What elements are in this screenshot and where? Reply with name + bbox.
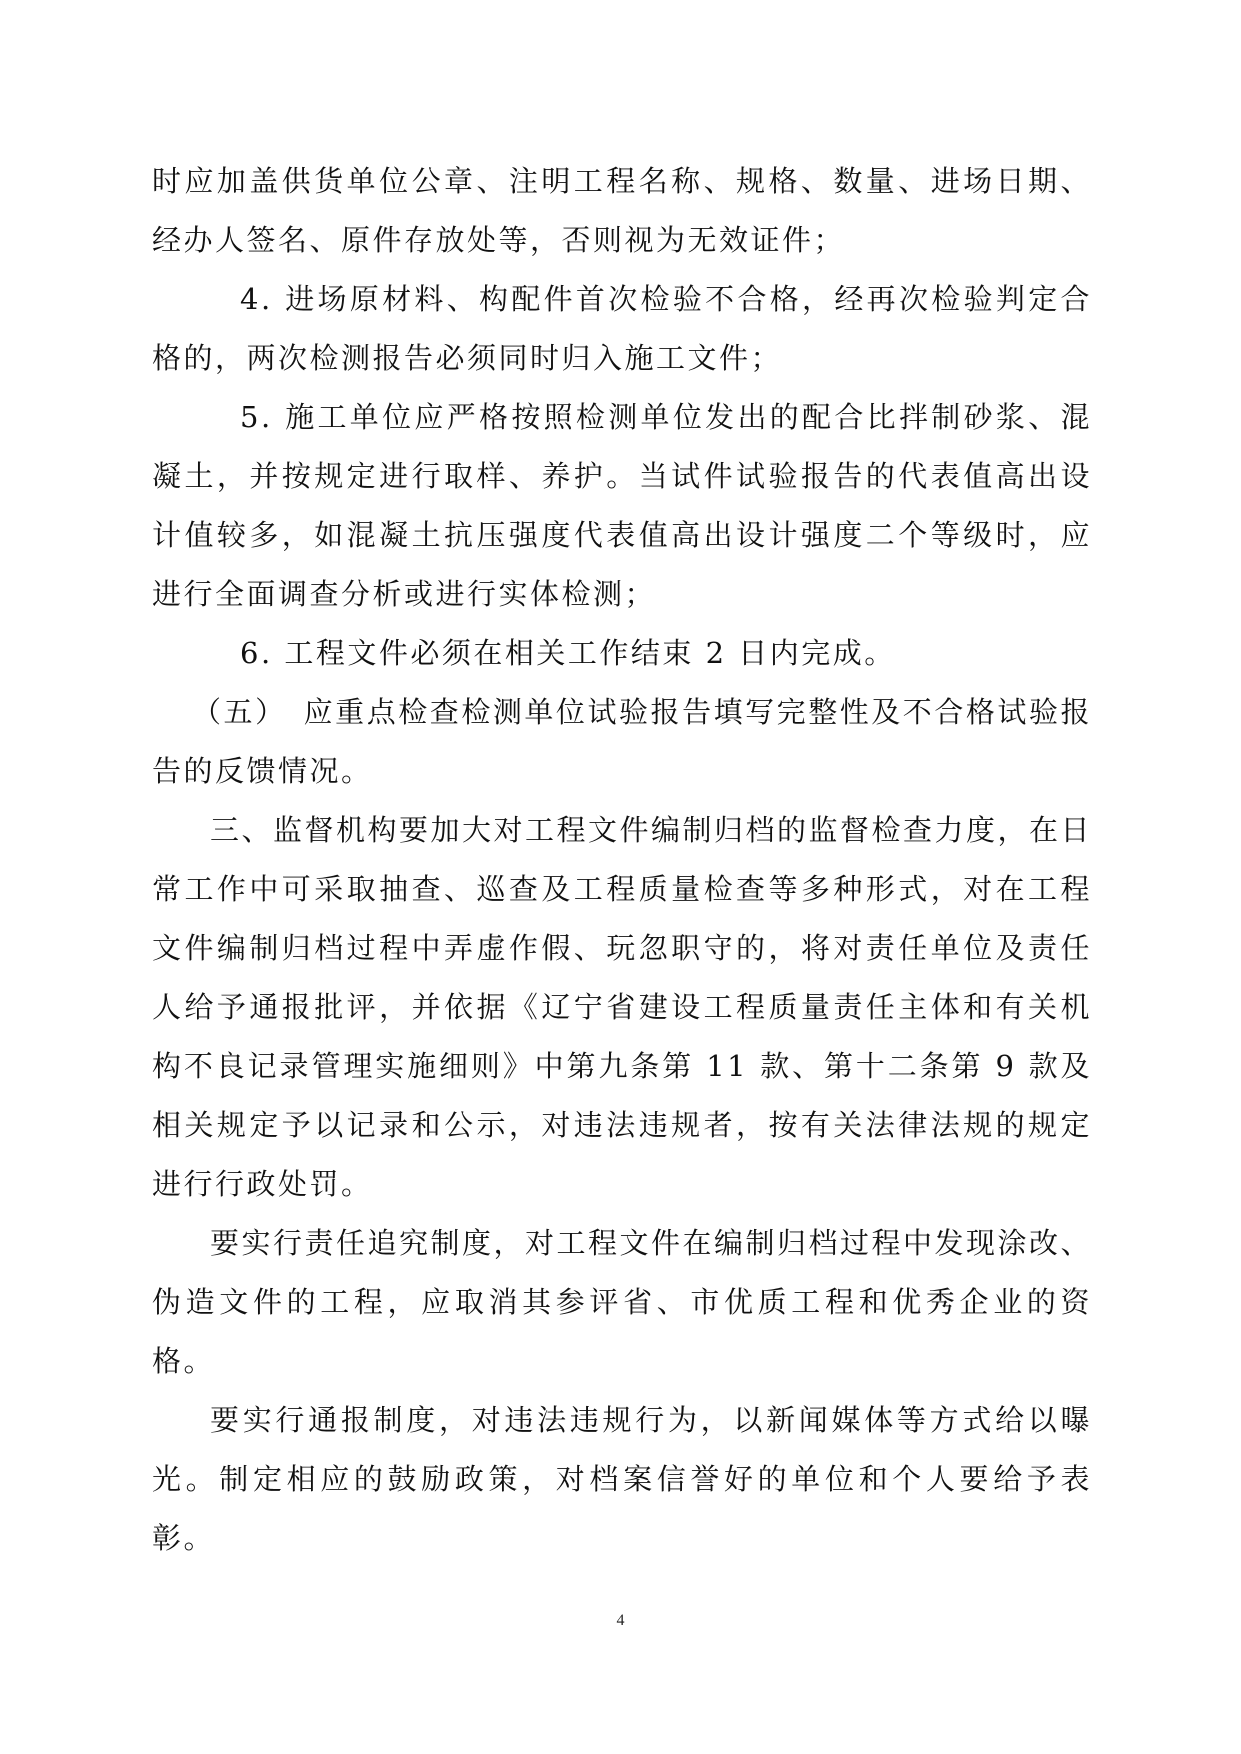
paragraph-item-5: 5. 施工单位应严格按照检测单位发出的配合比拌制砂浆、混凝土，并按规定进行取样、养护。当试件试验报告的代表值高出设计值较多，如混凝土抗压强度代表值高出设计强度二个等级时，应进行全面调查分析或进行实体检测；	[152, 400, 1092, 611]
document-body	[152, 152, 1092, 1568]
paragraph-continuation: 时应加盖供货单位公章、注明工程名称、规格、数量、进场日期、经办人签名、原件存放处等，否则视为无效证件；	[152, 164, 1092, 257]
paragraph-section-three: 三、监督机构要加大对工程文件编制归档的监督检查力度，在日常工作中可采取抽查、巡查及工程质量检查等多种形式，对在工程文件编制归档过程中弄虚作假、玩忽职守的，将对责任单位及责任人给予通报批评，并依据《辽宁省建设工程质量责任主体和有关机构不良记录管理实施细则》中第九条第 11 款、第十二条第 9 款及相关规定予以记录和公示，对违法违规者，按有关法律法规的规定进行行政处罚。	[152, 813, 1093, 1201]
paragraph-notification: 要实行通报制度，对违法违规行为，以新闻媒体等方式给以曝光。制定相应的鼓励政策，对档案信誉好的单位和个人要给予表彰。	[152, 1403, 1092, 1555]
paragraph-item-4: 4. 进场原材料、构配件首次检验不合格，经再次检验判定合格的，两次检测报告必须同时归入施工文件；	[152, 282, 1092, 375]
paragraph-item-6: 6. 工程文件必须在相关工作结束 2 日内完成。	[240, 636, 896, 670]
paragraph-accountability: 要实行责任追究制度，对工程文件在编制归档过程中发现涂改、伪造文件的工程，应取消其参评省、市优质工程和优秀企业的资格。	[152, 1226, 1093, 1378]
page-number: 4	[616, 1612, 625, 1629]
paragraph-section-five: （五） 应重点检查检测单位试验报告填写完整性及不合格试验报告的反馈情况。	[152, 695, 1092, 788]
